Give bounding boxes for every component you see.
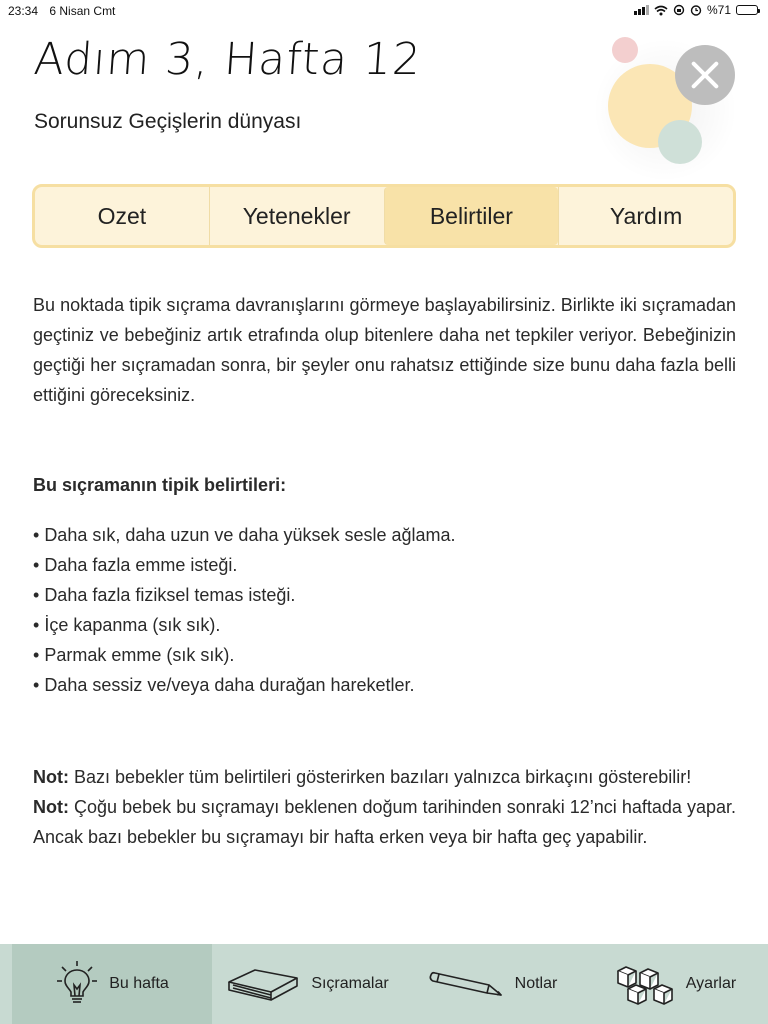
nav-label: Bu hafta <box>109 975 169 992</box>
segmented-tabs <box>32 184 736 248</box>
blocks-icon <box>614 963 676 1005</box>
list-item: • Daha fazla fiziksel temas isteği. <box>33 580 736 610</box>
nav-notlar[interactable] <box>402 944 582 1024</box>
symptoms-list <box>33 520 736 700</box>
notes-section <box>33 762 736 852</box>
status-left <box>8 4 115 18</box>
note-label: Not: <box>33 797 69 817</box>
alarm-icon <box>690 4 702 16</box>
lock-rotation-icon <box>673 4 685 16</box>
nav-label: Ayarlar <box>685 975 737 992</box>
status-time: 23:34 <box>8 4 39 18</box>
note-text: Bazı bebekler tüm belirtileri gösterirken bazıları yalnızca birkaçını gösterebilir! <box>68 767 692 787</box>
status-right <box>634 3 758 17</box>
tab-yetenekler[interactable]: Yetenekler <box>209 187 384 245</box>
page-subtitle: Sorunsuz Geçişlerin dünyası <box>34 110 302 133</box>
wifi-icon <box>654 5 668 16</box>
status-bar <box>0 0 768 22</box>
decoration-circle-pink <box>612 37 638 63</box>
tab-ozet[interactable]: Ozet <box>97 202 147 229</box>
symptoms-heading: Bu sıçramanın tipik belirtileri: <box>33 475 287 495</box>
close-icon[interactable] <box>675 45 735 105</box>
content-area <box>33 290 736 852</box>
battery-percent: %71 <box>706 3 731 17</box>
bottom-tab-bar <box>0 944 768 1024</box>
list-item: • İçe kapanma (sık sık). <box>33 610 736 640</box>
nav-ayarlar[interactable] <box>582 944 768 1024</box>
page-title: Adım 3, Hafta 12 <box>32 34 424 85</box>
nav-sicramalar[interactable] <box>212 944 402 1024</box>
note-label: Not: <box>33 767 69 787</box>
signal-icon <box>634 5 649 15</box>
tab-yardim[interactable]: Yardım <box>558 187 733 245</box>
lightbulb-icon <box>55 959 99 1009</box>
note-text: Çoğu bebek bu sıçramayı beklenen doğum tarihinden sonraki 12’nci haftada yapar. Ancak bazı bebekler bu sıçramayı bir hafta erken veya bir hafta geç yapabilir. <box>33 797 736 847</box>
note-paragraph <box>33 762 736 792</box>
status-date: 6 Nisan Cmt <box>49 4 116 18</box>
nav-label: Sıçramalar <box>311 975 389 992</box>
battery-icon <box>736 5 758 15</box>
tab-belirtiler[interactable]: Belirtiler <box>384 187 559 245</box>
list-item: • Daha fazla emme isteği. <box>33 550 736 580</box>
note-paragraph <box>33 792 736 852</box>
pencil-icon <box>427 969 505 999</box>
book-icon <box>225 964 301 1004</box>
decoration-circle-green <box>658 120 702 164</box>
nav-bu-hafta[interactable] <box>12 944 212 1024</box>
list-item: • Parmak emme (sık sık). <box>33 640 736 670</box>
intro-paragraph: Bu noktada tipik sıçrama davranışlarını görmeye başlayabilirsiniz. Birlikte iki sıçramadan geçtiniz ve bebeğiniz artık etrafında olup bitenlere daha net tepkiler veriyor. Bebeğinizin geçtiği her sıçramadan sonra, bir şeyler onu rahatsız ettiğinde size bunu daha fazla belli ettiğini göreceksiniz. <box>33 295 736 405</box>
list-item: • Daha sık, daha uzun ve daha yüksek sesle ağlama. <box>33 520 736 550</box>
nav-label: Notlar <box>514 975 558 992</box>
list-item: • Daha sessiz ve/veya daha durağan hareketler. <box>33 670 736 700</box>
